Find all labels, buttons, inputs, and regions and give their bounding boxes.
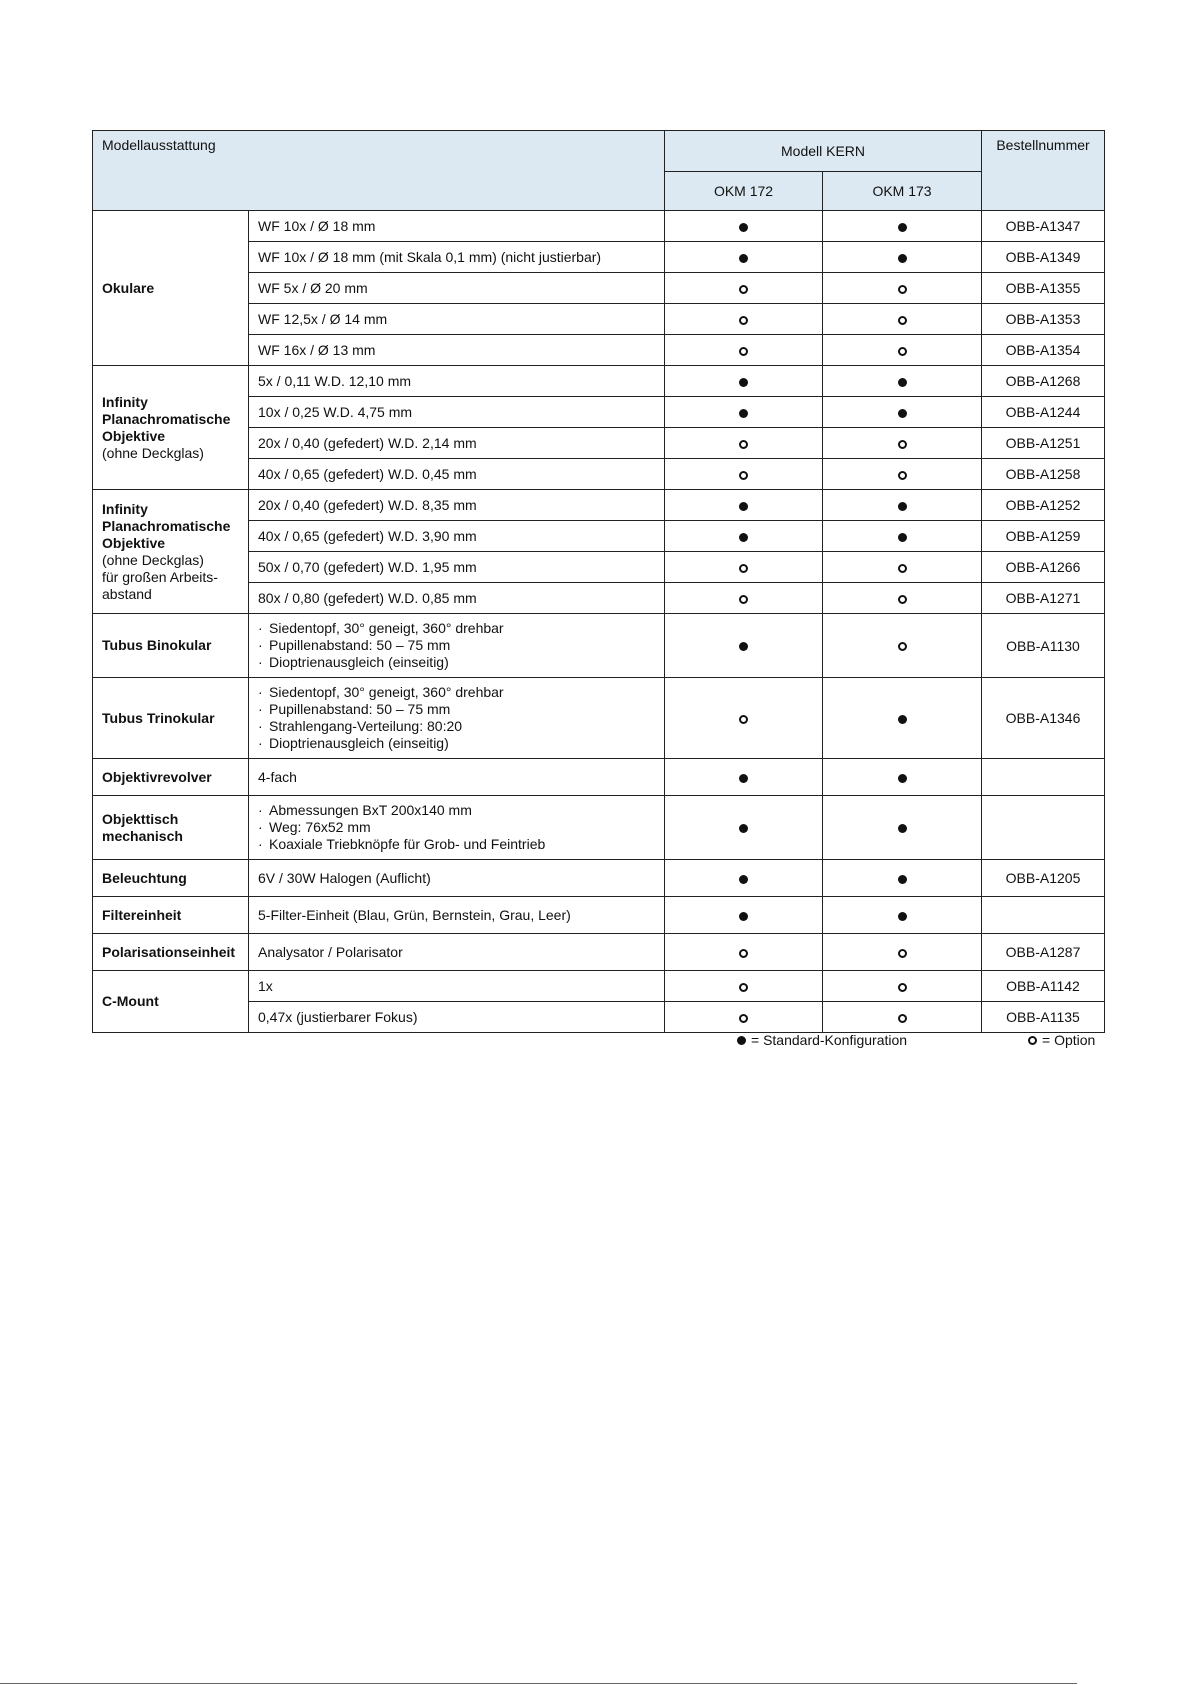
order-number-header: Bestellnummer (982, 131, 1105, 211)
feature-cell: WF 16x / Ø 13 mm (249, 335, 665, 366)
order-number-cell: OBB-A1251 (982, 428, 1105, 459)
model-okm172-header: OKM 172 (665, 172, 823, 211)
feature-cell: 40x / 0,65 (gefedert) W.D. 0,45 mm (249, 459, 665, 490)
okm173-availability-cell (823, 971, 982, 1002)
category-cell (93, 971, 249, 1033)
category-line: Planachromatische (102, 410, 231, 427)
okm173-availability-cell (823, 459, 982, 490)
okm173-availability-cell (823, 490, 982, 521)
feature-bullet-item: · Weg: 76x52 mm (258, 819, 655, 836)
legend-option (1028, 1032, 1095, 1048)
order-number-cell: OBB-A1266 (982, 552, 1105, 583)
feature-cell: 4-fach (249, 759, 665, 796)
okm173-availability-cell (823, 397, 982, 428)
category-line: mechanisch (102, 827, 183, 844)
okm173-availability-cell (823, 335, 982, 366)
model-okm173-header: OKM 173 (823, 172, 982, 211)
feature-cell: 5x / 0,11 W.D. 12,10 mm (249, 366, 665, 397)
okm173-availability-cell (823, 521, 982, 552)
order-number-cell: OBB-A1252 (982, 490, 1105, 521)
order-number-cell: OBB-A1142 (982, 971, 1105, 1002)
feature-cell: WF 10x / Ø 18 mm (249, 211, 665, 242)
category-line: (ohne Deckglas) (102, 551, 204, 568)
feature-cell (249, 614, 665, 678)
okm173-availability-cell (823, 242, 982, 273)
category-cell (93, 796, 249, 860)
category-line: Infinity (102, 500, 148, 517)
features-header: Modellausstattung (93, 131, 665, 211)
order-number-cell: OBB-A1258 (982, 459, 1105, 490)
okm172-availability-cell (665, 428, 823, 459)
filled-dot-icon (898, 502, 907, 511)
open-dot-icon (739, 285, 748, 294)
open-dot-icon (739, 347, 748, 356)
open-dot-icon (739, 440, 748, 449)
okm172-availability-cell (665, 860, 823, 897)
feature-cell: 10x / 0,25 W.D. 4,75 mm (249, 397, 665, 428)
okm173-availability-cell (823, 796, 982, 860)
category-line: (ohne Deckglas) (102, 444, 204, 461)
okm172-availability-cell (665, 366, 823, 397)
okm173-availability-cell (823, 1002, 982, 1033)
okm172-availability-cell (665, 335, 823, 366)
table-row (93, 490, 1105, 521)
order-number-cell (982, 759, 1105, 796)
order-number-cell: OBB-A1130 (982, 614, 1105, 678)
filled-dot-icon (898, 378, 907, 387)
order-number-cell: OBB-A1349 (982, 242, 1105, 273)
open-dot-icon (739, 983, 748, 992)
category-line: für großen Arbeits- (102, 568, 218, 585)
category-line: Infinity (102, 393, 148, 410)
category-cell (93, 759, 249, 796)
category-label: C-Mount (102, 993, 159, 1009)
category-cell (93, 366, 249, 490)
category-line: Objektive (102, 427, 166, 444)
model-header: Modell KERN (665, 131, 982, 172)
feature-bullet-item: · Dioptrienausgleich (einseitig) (258, 654, 655, 671)
okm172-availability-cell (665, 796, 823, 860)
filled-dot-icon (898, 715, 907, 724)
okm172-availability-cell (665, 242, 823, 273)
okm172-availability-cell (665, 211, 823, 242)
okm173-availability-cell (823, 614, 982, 678)
feature-cell: 20x / 0,40 (gefedert) W.D. 8,35 mm (249, 490, 665, 521)
order-number-cell: OBB-A1347 (982, 211, 1105, 242)
open-dot-icon (898, 1014, 907, 1023)
filled-dot-icon (898, 254, 907, 263)
filled-dot-icon (739, 642, 748, 651)
open-dot-icon (898, 983, 907, 992)
order-number-cell (982, 796, 1105, 860)
okm172-availability-cell (665, 521, 823, 552)
table-body (93, 211, 1105, 1033)
category-label: Filtereinheit (102, 906, 182, 923)
feature-cell: 6V / 30W Halogen (Auflicht) (249, 860, 665, 897)
table-row (93, 796, 1105, 860)
feature-bullet-item: · Siedentopf, 30° geneigt, 360° drehbar (258, 684, 655, 701)
open-dot-icon (739, 564, 748, 573)
feature-cell: 0,47x (justierbarer Fokus) (249, 1002, 665, 1033)
filled-dot-icon (898, 409, 907, 418)
open-dot-icon (739, 949, 748, 958)
feature-bullet-item: · Strahlengang-Verteilung: 80:20 (258, 718, 655, 735)
filled-dot-icon (739, 533, 748, 542)
order-number-cell: OBB-A1268 (982, 366, 1105, 397)
okm172-availability-cell (665, 490, 823, 521)
okm172-availability-cell (665, 397, 823, 428)
order-number-cell: OBB-A1346 (982, 678, 1105, 759)
filled-dot-icon (739, 824, 748, 833)
feature-cell: WF 10x / Ø 18 mm (mit Skala 0,1 mm) (nicht justierbar) (249, 242, 665, 273)
category-label: Okulare (102, 279, 155, 296)
table-row (93, 934, 1105, 971)
open-dot-icon (739, 316, 748, 325)
feature-bullet-item: · Abmessungen BxT 200x140 mm (258, 802, 655, 819)
feature-bullet-item: · Koaxiale Triebknöpfe für Grob- und Feintrieb (258, 836, 655, 853)
category-cell (93, 860, 249, 897)
okm173-availability-cell (823, 273, 982, 304)
category-cell (93, 211, 249, 366)
open-dot-icon (898, 595, 907, 604)
okm172-availability-cell (665, 971, 823, 1002)
feature-cell: 5-Filter-Einheit (Blau, Grün, Bernstein, Grau, Leer) (249, 897, 665, 934)
okm173-availability-cell (823, 366, 982, 397)
table-row (93, 897, 1105, 934)
open-dot-icon (739, 595, 748, 604)
filled-dot-icon (739, 502, 748, 511)
open-dot-icon (898, 347, 907, 356)
category-line: Objekttisch (102, 810, 179, 827)
legend-standard-label: = Standard-Konfiguration (751, 1032, 908, 1048)
filled-dot-icon (898, 875, 907, 884)
order-number-cell: OBB-A1287 (982, 934, 1105, 971)
feature-cell: 50x / 0,70 (gefedert) W.D. 1,95 mm (249, 552, 665, 583)
category-line: abstand (102, 585, 152, 602)
table-row (93, 971, 1105, 1002)
open-dot-icon (1028, 1036, 1037, 1045)
okm173-availability-cell (823, 759, 982, 796)
spec-table (92, 130, 1105, 1033)
okm173-availability-cell (823, 860, 982, 897)
order-number-cell: OBB-A1355 (982, 273, 1105, 304)
okm173-availability-cell (823, 428, 982, 459)
order-number-cell: OBB-A1135 (982, 1002, 1105, 1033)
filled-dot-icon (898, 774, 907, 783)
feature-cell (249, 678, 665, 759)
okm172-availability-cell (665, 897, 823, 934)
filled-dot-icon (898, 824, 907, 833)
feature-cell (249, 796, 665, 860)
okm172-availability-cell (665, 304, 823, 335)
table-row (93, 614, 1105, 678)
open-dot-icon (898, 642, 907, 651)
filled-dot-icon (739, 378, 748, 387)
filled-dot-icon (739, 774, 748, 783)
okm173-availability-cell (823, 678, 982, 759)
category-cell (93, 897, 249, 934)
table-row (93, 211, 1105, 242)
okm172-availability-cell (665, 1002, 823, 1033)
order-number-cell: OBB-A1353 (982, 304, 1105, 335)
category-line: Planachromatische (102, 517, 231, 534)
legend-option-label: = Option (1042, 1032, 1096, 1048)
category-cell (93, 614, 249, 678)
category-cell (93, 678, 249, 759)
okm173-availability-cell (823, 897, 982, 934)
category-label: Tubus Trinokular (102, 709, 215, 726)
okm173-availability-cell (823, 583, 982, 614)
filled-dot-icon (739, 912, 748, 921)
open-dot-icon (898, 471, 907, 480)
filled-dot-icon (737, 1036, 746, 1045)
open-dot-icon (898, 949, 907, 958)
legend-standard (737, 1032, 907, 1048)
filled-dot-icon (898, 223, 907, 232)
okm172-availability-cell (665, 759, 823, 796)
filled-dot-icon (739, 409, 748, 418)
table-header (93, 131, 1105, 211)
open-dot-icon (739, 715, 748, 724)
feature-bullet-item: · Pupillenabstand: 50 – 75 mm (258, 637, 655, 654)
filled-dot-icon (739, 875, 748, 884)
okm173-availability-cell (823, 211, 982, 242)
feature-cell: Analysator / Polarisator (249, 934, 665, 971)
okm172-availability-cell (665, 459, 823, 490)
page-bottom-rule (0, 1683, 1077, 1684)
category-line: Objektive (102, 534, 166, 551)
okm172-availability-cell (665, 678, 823, 759)
category-cell (93, 490, 249, 614)
order-number-cell: OBB-A1259 (982, 521, 1105, 552)
table-row (93, 678, 1105, 759)
order-number-cell: OBB-A1271 (982, 583, 1105, 614)
open-dot-icon (739, 471, 748, 480)
feature-cell: WF 12,5x / Ø 14 mm (249, 304, 665, 335)
category-label: Polarisationseinheit (102, 943, 236, 960)
okm172-availability-cell (665, 583, 823, 614)
filled-dot-icon (898, 912, 907, 921)
open-dot-icon (739, 1014, 748, 1023)
feature-bullet-item: · Dioptrienausgleich (einseitig) (258, 735, 655, 752)
table-row (93, 860, 1105, 897)
okm173-availability-cell (823, 304, 982, 335)
okm172-availability-cell (665, 934, 823, 971)
feature-cell: 40x / 0,65 (gefedert) W.D. 3,90 mm (249, 521, 665, 552)
order-number-cell (982, 897, 1105, 934)
okm173-availability-cell (823, 934, 982, 971)
table-row (93, 759, 1105, 796)
filled-dot-icon (739, 254, 748, 263)
okm172-availability-cell (665, 614, 823, 678)
category-label: Objektivrevolver (102, 768, 212, 785)
table-row (93, 366, 1105, 397)
okm172-availability-cell (665, 273, 823, 304)
feature-cell: 80x / 0,80 (gefedert) W.D. 0,85 mm (249, 583, 665, 614)
okm173-availability-cell (823, 552, 982, 583)
category-cell (93, 934, 249, 971)
filled-dot-icon (739, 223, 748, 232)
order-number-cell: OBB-A1244 (982, 397, 1105, 428)
filled-dot-icon (898, 533, 907, 542)
feature-cell: WF 5x / Ø 20 mm (249, 273, 665, 304)
feature-cell: 20x / 0,40 (gefedert) W.D. 2,14 mm (249, 428, 665, 459)
okm172-availability-cell (665, 552, 823, 583)
category-label: Beleuchtung (102, 869, 187, 886)
category-label: Tubus Binokular (102, 637, 212, 653)
open-dot-icon (898, 316, 907, 325)
open-dot-icon (898, 564, 907, 573)
feature-cell: 1x (249, 971, 665, 1002)
order-number-cell: OBB-A1354 (982, 335, 1105, 366)
order-number-cell: OBB-A1205 (982, 860, 1105, 897)
open-dot-icon (898, 440, 907, 449)
open-dot-icon (898, 285, 907, 294)
feature-bullet-item: · Pupillenabstand: 50 – 75 mm (258, 701, 655, 718)
feature-bullet-item: · Siedentopf, 30° geneigt, 360° drehbar (258, 620, 655, 637)
